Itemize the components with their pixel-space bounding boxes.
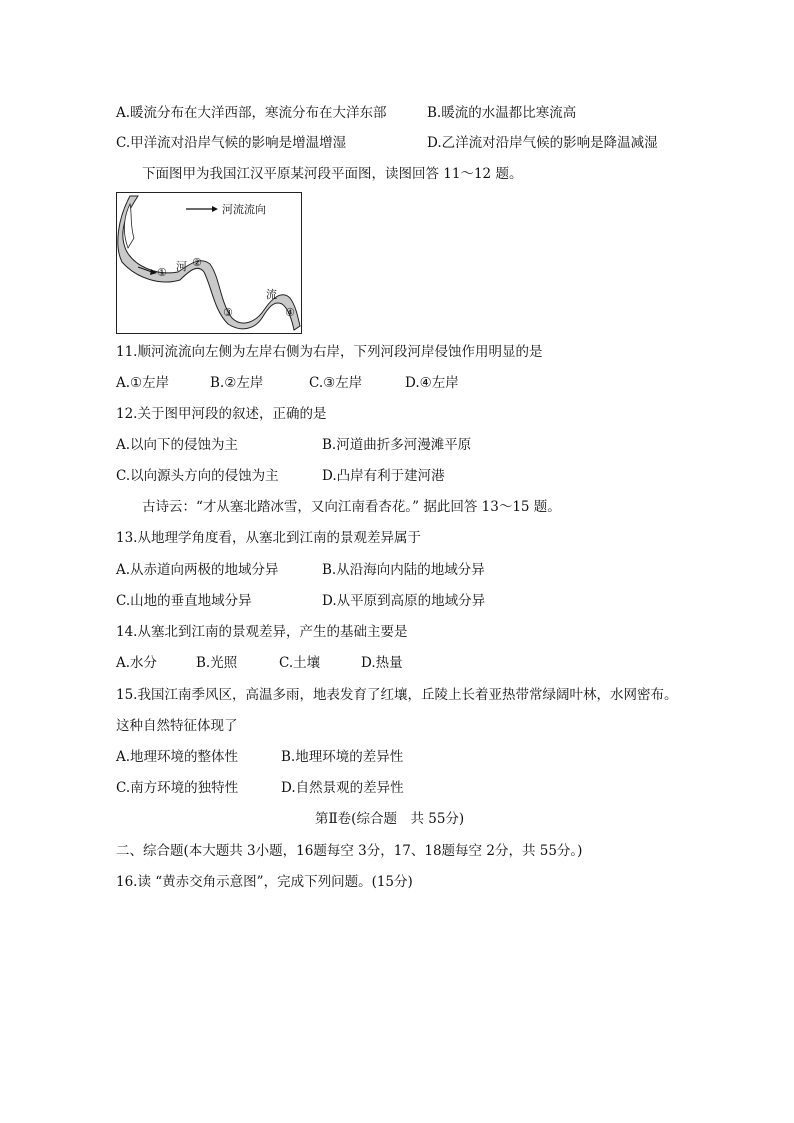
q14-stem: 14.从塞北到江南的景观差异，产生的基础主要是 [116, 624, 408, 640]
marker-4: ④ [285, 306, 295, 319]
q15-stem-line2: 这种自然特征体现了 [116, 718, 238, 734]
q10-option-a: A.暖流分布在大洋西部，寒流分布在大洋东部 [116, 105, 387, 121]
flow-legend-label: 河流流向 [222, 203, 266, 216]
q11-option-b: B.②左岸 [210, 375, 264, 391]
q11-option-c: C.③左岸 [309, 375, 363, 391]
q15-stem-line1: 15.我国江南季风区，高温多雨，地表发育了红壤，丘陵上长着亚热带常绿阔叶林，水网密布。 [116, 687, 678, 703]
river-char-he: 河 [176, 260, 187, 273]
marker-1: ① [157, 266, 167, 279]
q13-option-a: A.从赤道向两极的地域分异 [116, 562, 279, 578]
q12-stem: 12.关于图甲河段的叙述，正确的是 [116, 406, 327, 422]
q13-option-d: D.从平原到高原的地域分异 [322, 593, 486, 609]
river-char-liu: 流 [266, 288, 277, 301]
q10-option-c: C.甲洋流对沿岸气候的影响是增温增湿 [116, 135, 347, 151]
q11-option-d: D.④左岸 [405, 375, 459, 391]
q15-option-b: B.地理环境的差异性 [281, 749, 404, 765]
q11-option-a: A.①左岸 [116, 375, 170, 391]
marker-2: ② [192, 256, 202, 269]
q10-option-b: B.暖流的水温都比寒流高 [427, 105, 577, 121]
q12-option-b: B.河道曲折多河漫滩平原 [322, 437, 472, 453]
q13-option-b: B.从沿海向内陆的地域分异 [322, 562, 485, 578]
q14-option-d: D.热量 [361, 655, 403, 671]
q15-option-d: D.自然景观的差异性 [281, 780, 404, 796]
q13-option-c: C.山地的垂直地域分异 [116, 593, 252, 609]
q15-option-c: C.南方环境的独特性 [116, 780, 239, 796]
q12-option-c: C.以向源头方向的侵蚀为主 [116, 468, 279, 484]
q11-stem: 11.顺河流流向左侧为左岸右侧为右岸，下列河段河岸侵蚀作用明显的是 [116, 344, 543, 360]
q10-option-d: D.乙洋流对沿岸气候的影响是降温减湿 [427, 135, 658, 151]
q12-option-a: A.以向下的侵蚀为主 [116, 437, 239, 453]
q14-option-c: C.土壤 [279, 655, 321, 671]
intro-13-15: 古诗云：“才从塞北踏冰雪，又向江南看杏花。” 据此回答 13～15 题。 [142, 499, 561, 515]
q14-option-b: B.光照 [196, 655, 238, 671]
q14-option-a: A.水分 [116, 655, 158, 671]
marker-3: ③ [223, 306, 233, 319]
intro-11-12: 下面图甲为我国江汉平原某河段平面图，读图回答 11～12 题。 [142, 166, 523, 182]
q16-stem: 16.读 “黄赤交角示意图”，完成下列问题。(15分) [116, 874, 413, 890]
q12-option-d: D.凸岸有利于建河港 [322, 468, 445, 484]
q15-option-a: A.地理环境的整体性 [116, 749, 239, 765]
section2-instructions: 二、综合题(本大题共 3小题，16题每空 3分，17、18题每空 2分，共 55分。) [116, 843, 583, 859]
q13-stem: 13.从地理学角度看，从塞北到江南的景观差异属于 [116, 530, 421, 546]
section2-title: 第Ⅱ卷(综合题 共 55分) [315, 811, 465, 827]
river-meander-figure [116, 192, 302, 334]
